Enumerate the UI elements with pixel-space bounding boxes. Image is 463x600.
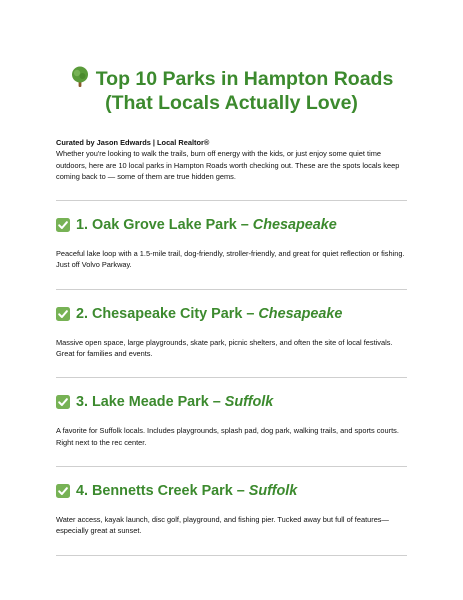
park-section-2: [56, 290, 407, 360]
park-section-4: [56, 467, 407, 537]
park-description: Peaceful lake loop with a 1.5-mile trail, dog-friendly, stroller-friendly, and great for quiet reflection or fishing. Just off Volvo Parkway.: [56, 249, 405, 270]
park-heading: [56, 305, 407, 323]
page-title-text: Top 10 Parks in Hampton Roads (That Locals Actually Love): [95, 68, 394, 114]
check-mark-button-icon: [56, 218, 70, 232]
park-section-1: [56, 201, 407, 271]
park-city: Suffolk: [248, 482, 298, 499]
park-city: Chesapeake: [258, 305, 343, 322]
divider: [56, 555, 407, 556]
park-heading-text: 4. Bennetts Creek Park –: [76, 482, 245, 499]
park-description: A favorite for Suffolk locals. Includes playgrounds, splash pad, dog park, walking trails, and sports courts. Right next to the rec center.: [56, 426, 399, 447]
intro-text: Whether you're looking to walk the trails, burn off energy with the kids, or just enjoy some quiet time outdoors, here are 10 local parks in Hampton Roads worth checking out. These are the spots locals keep coming back to — some of them are true hidden gems.: [56, 149, 400, 181]
park-section-3: [56, 378, 407, 448]
page-title: [56, 66, 407, 115]
park-description: Water access, kayak launch, disc golf, playground, and fishing pier. Tucked away but full of features—especially great at sunset.: [56, 514, 389, 536]
park-heading-text: 3. Lake Meade Park –: [76, 394, 221, 411]
curator-line: Curated by Jason Edwards | Local Realtor®: [56, 138, 210, 147]
intro-block: [56, 137, 407, 182]
park-city: Chesapeake: [252, 217, 337, 234]
park-description: Massive open space, large playgrounds, skate park, picnic shelters, and often the site of local festivals. Great for families and events.: [56, 337, 393, 359]
park-heading: [56, 393, 407, 411]
park-heading-text: 2. Chesapeake City Park –: [76, 305, 255, 322]
park-heading: [56, 482, 407, 500]
check-mark-button-icon: [56, 484, 70, 498]
park-city: Suffolk: [224, 394, 274, 411]
check-mark-button-icon: [56, 307, 70, 321]
park-heading: [56, 216, 407, 234]
deciduous-tree-icon: [70, 66, 90, 88]
park-heading-text: 1. Oak Grove Lake Park –: [76, 217, 249, 234]
check-mark-button-icon: [56, 395, 70, 409]
